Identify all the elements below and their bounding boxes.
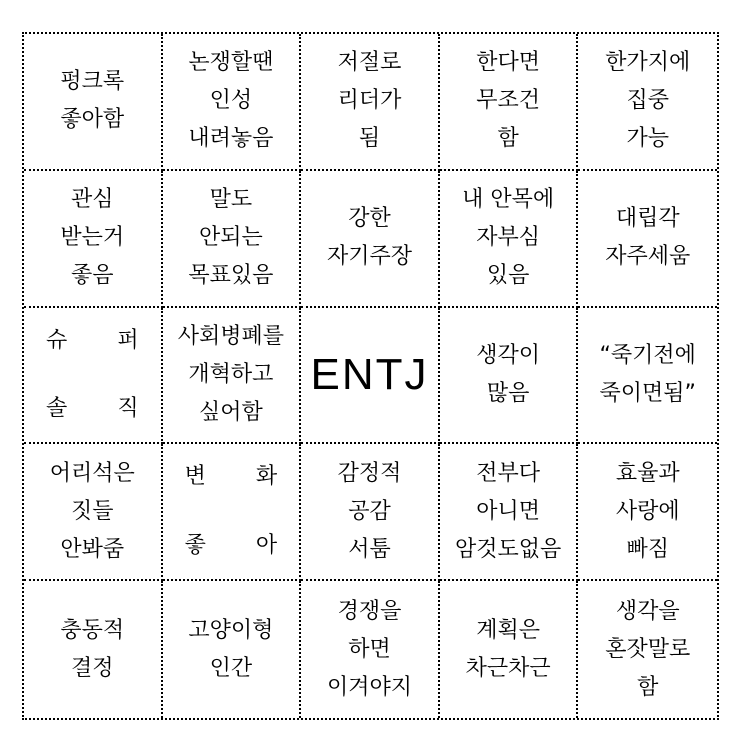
cell-text: 펑크록 좋아함	[60, 69, 125, 133]
cell-text: 말도 안되는 목표있음	[188, 187, 274, 289]
cell-text: 한다면 무조건 함	[476, 50, 540, 152]
bingo-cell	[578, 308, 717, 445]
center-label: ENTJ	[310, 349, 429, 399]
bingo-cell	[163, 34, 302, 171]
bingo-cell	[440, 171, 579, 308]
spread-char: 직	[117, 396, 139, 422]
bingo-cell	[163, 581, 302, 718]
cell-text: 한가지에 집중 가능	[605, 50, 691, 152]
spread-row-top	[185, 462, 278, 492]
spread-row-bottom	[185, 531, 278, 561]
bingo-cell	[301, 581, 440, 718]
cell-text: 사회병폐를 개혁하고 싶어함	[177, 323, 285, 425]
cell-text: 경쟁을 하면 이겨야지	[326, 598, 412, 700]
cell-text: 계획은 차근차근	[465, 617, 551, 681]
spread-char: 변	[184, 464, 206, 490]
spread-char: 좋	[184, 533, 206, 559]
bingo-cell	[440, 444, 579, 581]
bingo-cell	[24, 444, 163, 581]
cell-text: 효율과 사랑에 빠짐	[615, 460, 680, 562]
cell-text: 생각을 혼잣말로 함	[605, 598, 691, 700]
spread-row-bottom	[46, 394, 139, 424]
cell-text: 전부다 아니면 암것도없음	[454, 460, 562, 562]
cell-text: 충동적 결정	[60, 617, 125, 681]
bingo-cell	[301, 444, 440, 581]
bingo-cell	[578, 34, 717, 171]
bingo-cell	[24, 581, 163, 718]
cell-text: 내 안목에 자부심 있음	[462, 187, 555, 289]
cell-text: “죽기전에 죽이면됨”	[599, 342, 696, 406]
bingo-cell	[440, 581, 579, 718]
cell-text: 강한 자기주장	[326, 206, 412, 270]
bingo-center-cell	[301, 308, 440, 445]
spread-char: 퍼	[117, 327, 139, 353]
bingo-cell	[24, 171, 163, 308]
bingo-cell	[578, 444, 717, 581]
spread-char: 슈	[46, 327, 68, 353]
bingo-cell	[440, 308, 579, 445]
cell-text: 대립각 자주세움	[605, 206, 691, 270]
bingo-cell	[440, 34, 579, 171]
cell-text: 관심 받는거 좋음	[60, 187, 125, 289]
cell-text: 생각이 많음	[476, 342, 540, 406]
bingo-cell-super-honest	[24, 308, 163, 445]
bingo-cell	[578, 581, 717, 718]
bingo-cell	[578, 171, 717, 308]
spread-char: 아	[255, 533, 278, 559]
cell-text: 고양이형 인간	[188, 617, 274, 681]
cell-text: 저절로 리더가 됨	[337, 50, 402, 152]
bingo-cell	[301, 34, 440, 171]
cell-text: 어리석은 짓들 안봐줌	[49, 460, 135, 562]
bingo-cell	[301, 171, 440, 308]
bingo-cell	[163, 308, 302, 445]
bingo-cell	[163, 171, 302, 308]
cell-text: 논쟁할땐 인성 내려놓음	[188, 50, 274, 152]
spread-char: 화	[255, 464, 278, 490]
cell-text: 감정적 공감 서툼	[337, 460, 402, 562]
bingo-cell	[24, 34, 163, 171]
bingo-cell-like-change	[163, 444, 302, 581]
bingo-board	[22, 32, 719, 720]
spread-row-top	[46, 326, 139, 356]
spread-char: 솔	[46, 396, 68, 422]
